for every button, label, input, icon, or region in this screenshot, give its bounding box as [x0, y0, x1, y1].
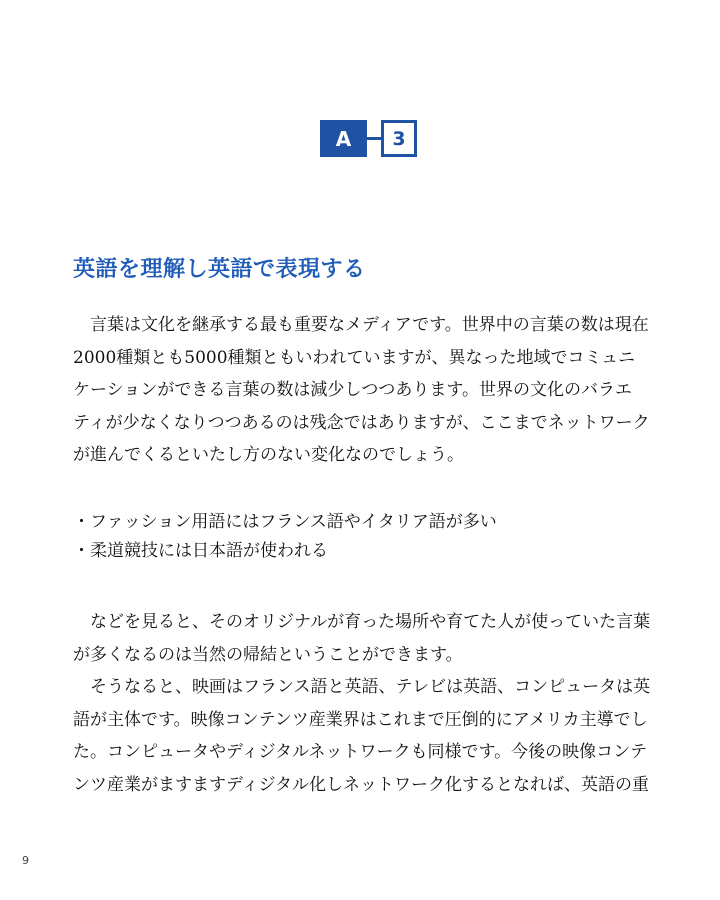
text-line: が多くなるのは当然の帰結ということができます。 — [73, 644, 463, 665]
text-line: た。コンピュータやディジタルネットワークも同様です。今後の映像コンテ — [73, 742, 648, 762]
text-line: そうなると、映画はフランス語と英語、テレビは英語、コンピュータは英 — [73, 677, 651, 697]
text-line: 2000種類とも5000種類ともいわれていますが、異なった地域でコミュニ — [73, 347, 636, 368]
text-line: ケーションができる言葉の数は減少しつつあります。世界の文化のバラエ — [73, 380, 632, 400]
badge-number: 3 — [381, 120, 417, 157]
text-line: ティが少なくなりつつあるのは残念ではありますが、ここまでネットワーク — [73, 412, 650, 433]
text-line: などを見ると、そのオリジナルが育った場所や育てた人が使っていた言葉 — [73, 612, 651, 632]
text-line: が進んでくるといたし方のない変化なのでしょう。 — [73, 445, 464, 465]
bullet-list — [73, 508, 673, 566]
text-line: 言葉は文化を継承する最も重要なメディアです。世界中の言葉の数は現在 — [73, 315, 649, 335]
text-line: 語が主体です。映像コンテンツ産業界はこれまで圧倒的にアメリカ主導でし — [73, 709, 648, 730]
bullet-item: ・ファッション用語にはフランス語やイタリア語が多い — [73, 512, 497, 532]
badge-connector — [367, 137, 381, 140]
paragraph-2 — [73, 606, 673, 801]
bullet-item: ・柔道競技には日本語が使われる — [73, 541, 328, 561]
section-title: 英語を理解し英語で表現する — [73, 257, 366, 282]
paragraph-1 — [73, 309, 673, 472]
text-line: ンツ産業がますますディジタル化しネットワーク化するとなれば、英語の重 — [73, 774, 649, 795]
page-number: 9 — [22, 854, 29, 867]
section-badge — [320, 120, 417, 157]
badge-letter: A — [320, 120, 367, 157]
